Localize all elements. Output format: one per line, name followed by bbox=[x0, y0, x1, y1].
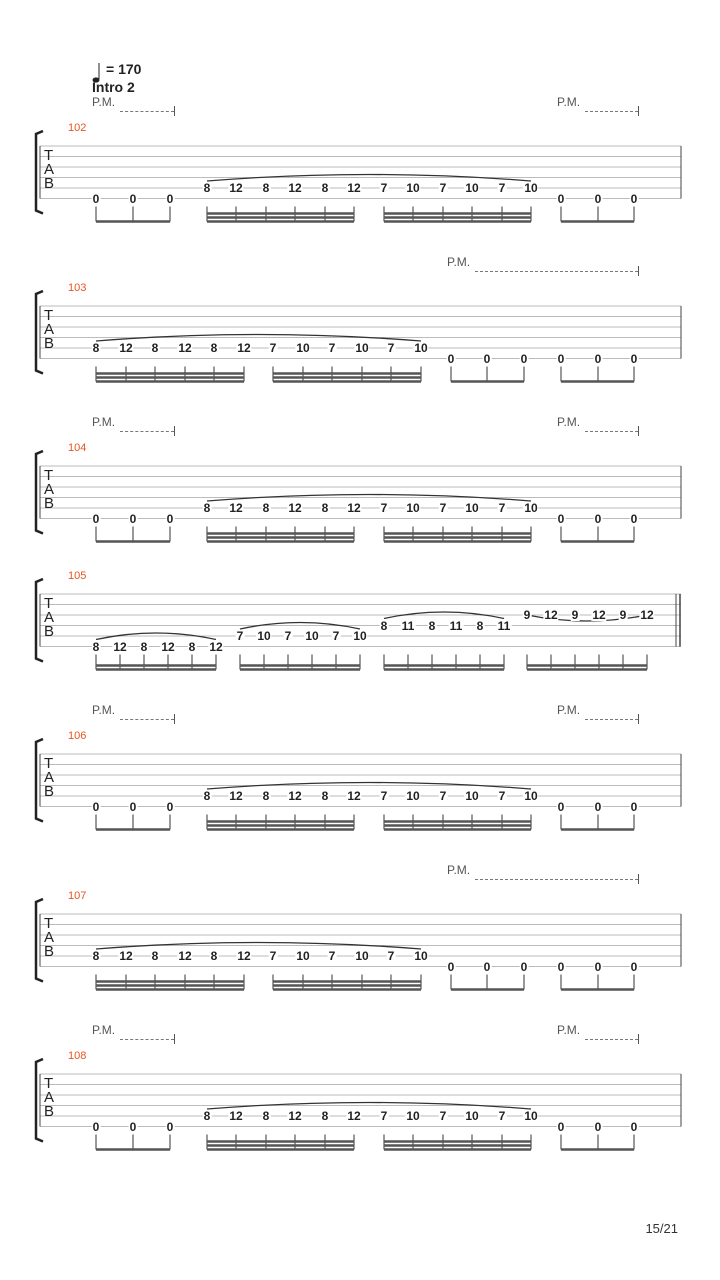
tab-clef-letter: T bbox=[44, 147, 54, 164]
fret-number: 7 bbox=[269, 341, 277, 355]
fret-number: 10 bbox=[353, 629, 367, 643]
fret-number: 12 bbox=[347, 181, 361, 195]
fret-number: 0 bbox=[92, 1119, 100, 1134]
fret-number: 12 bbox=[640, 608, 654, 622]
tab-clef-letter: A bbox=[44, 481, 55, 498]
fret-number: 0 bbox=[594, 191, 602, 206]
fret-number: 8 bbox=[203, 181, 211, 195]
fret-number: 10 bbox=[406, 1109, 420, 1123]
fret-number: 0 bbox=[594, 1119, 602, 1134]
fret-number: 8 bbox=[92, 949, 100, 963]
fret-number: 12 bbox=[229, 789, 243, 803]
measure-number: 105 bbox=[68, 570, 87, 582]
fret-number: 10 bbox=[257, 629, 271, 643]
fret-number: 12 bbox=[288, 501, 302, 515]
fret-number: 8 bbox=[321, 181, 329, 195]
tab-clef-letter: T bbox=[44, 595, 54, 612]
measure-number: 104 bbox=[68, 442, 87, 454]
tab-clef-letter: A bbox=[44, 929, 55, 946]
fret-number: 10 bbox=[524, 181, 538, 195]
fret-number: 12 bbox=[288, 789, 302, 803]
fret-number: 12 bbox=[229, 1109, 243, 1123]
palm-mute-label: P.M. bbox=[557, 415, 581, 429]
fret-number: 0 bbox=[92, 191, 100, 206]
fret-number: 10 bbox=[406, 181, 420, 195]
fret-number: 0 bbox=[520, 351, 528, 366]
fret-number: 8 bbox=[262, 1109, 270, 1123]
fret-number: 10 bbox=[355, 341, 369, 355]
tab-clef-letter: A bbox=[44, 161, 55, 178]
fret-number: 12 bbox=[229, 501, 243, 515]
fret-number: 0 bbox=[594, 959, 602, 974]
fret-number: 10 bbox=[524, 789, 538, 803]
fret-number: 0 bbox=[557, 191, 565, 206]
tab-clef-letter: B bbox=[44, 623, 55, 640]
fret-number: 10 bbox=[524, 1109, 538, 1123]
tab-clef-letter: B bbox=[44, 175, 55, 192]
palm-mute-label: P.M. bbox=[92, 1023, 116, 1037]
fret-number: 10 bbox=[296, 341, 310, 355]
fret-number: 0 bbox=[166, 1119, 174, 1134]
fret-number: 7 bbox=[328, 949, 336, 963]
tab-clef-letter: T bbox=[44, 755, 54, 772]
palm-mute-label: P.M. bbox=[92, 415, 116, 429]
fret-number: 10 bbox=[524, 501, 538, 515]
measure-number: 107 bbox=[68, 890, 87, 902]
fret-number: 10 bbox=[465, 1109, 479, 1123]
fret-number: 12 bbox=[347, 1109, 361, 1123]
tab-clef-letter: T bbox=[44, 915, 54, 932]
fret-number: 8 bbox=[210, 341, 218, 355]
fret-number: 0 bbox=[129, 1119, 137, 1134]
fret-number: 0 bbox=[630, 799, 638, 814]
fret-number: 7 bbox=[498, 789, 506, 803]
fret-number: 10 bbox=[296, 949, 310, 963]
fret-number: 0 bbox=[557, 1119, 565, 1134]
fret-number: 0 bbox=[483, 351, 491, 366]
fret-number: 11 bbox=[401, 618, 415, 633]
fret-number: 10 bbox=[355, 949, 369, 963]
tab-clef-letter: B bbox=[44, 783, 55, 800]
fret-number: 8 bbox=[210, 949, 218, 963]
fret-number: 8 bbox=[151, 341, 159, 355]
fret-number: 7 bbox=[380, 501, 388, 515]
fret-number: 11 bbox=[497, 618, 511, 633]
fret-number: 12 bbox=[178, 949, 192, 963]
measure-number: 108 bbox=[68, 1050, 87, 1062]
fret-number: 8 bbox=[262, 501, 270, 515]
fret-number: 8 bbox=[92, 341, 100, 355]
tab-clef-letter: T bbox=[44, 467, 54, 484]
fret-number: 0 bbox=[557, 959, 565, 974]
fret-number: 0 bbox=[447, 351, 455, 366]
palm-mute-label: P.M. bbox=[557, 95, 581, 109]
fret-number: 7 bbox=[284, 629, 292, 643]
tab-clef-letter: B bbox=[44, 1103, 55, 1120]
fret-number: 0 bbox=[166, 191, 174, 206]
fret-number: 8 bbox=[203, 1109, 211, 1123]
fret-number: 8 bbox=[92, 639, 100, 654]
fret-number: 8 bbox=[428, 618, 436, 633]
fret-number: 12 bbox=[237, 949, 251, 963]
fret-number: 7 bbox=[387, 341, 395, 355]
fret-number: 12 bbox=[288, 1109, 302, 1123]
fret-number: 7 bbox=[380, 181, 388, 195]
fret-number: 9 bbox=[523, 608, 531, 622]
fret-number: 10 bbox=[305, 629, 319, 643]
fret-number: 8 bbox=[203, 501, 211, 515]
fret-number: 0 bbox=[166, 511, 174, 526]
palm-mute-label: P.M. bbox=[92, 95, 116, 109]
fret-number: 10 bbox=[465, 501, 479, 515]
fret-number: 7 bbox=[439, 501, 447, 515]
fret-number: 12 bbox=[237, 341, 251, 355]
fret-number: 8 bbox=[140, 639, 148, 654]
fret-number: 7 bbox=[332, 629, 340, 643]
fret-number: 10 bbox=[465, 181, 479, 195]
fret-number: 10 bbox=[414, 949, 428, 963]
fret-number: 8 bbox=[476, 618, 484, 633]
fret-number: 9 bbox=[571, 608, 579, 622]
fret-number: 7 bbox=[269, 949, 277, 963]
tab-clef-letter: T bbox=[44, 307, 54, 324]
fret-number: 0 bbox=[520, 959, 528, 974]
palm-mute-label: P.M. bbox=[92, 703, 116, 717]
tab-clef-letter: B bbox=[44, 335, 55, 352]
palm-mute-label: P.M. bbox=[557, 703, 581, 717]
fret-number: 12 bbox=[178, 341, 192, 355]
measure-number: 106 bbox=[68, 730, 87, 742]
tempo-marking: = 170 bbox=[106, 61, 142, 77]
fret-number: 8 bbox=[151, 949, 159, 963]
fret-number: 9 bbox=[619, 608, 627, 622]
fret-number: 0 bbox=[557, 511, 565, 526]
fret-number: 7 bbox=[236, 629, 244, 643]
fret-number: 10 bbox=[465, 789, 479, 803]
fret-number: 0 bbox=[630, 191, 638, 206]
fret-number: 7 bbox=[380, 789, 388, 803]
fret-number: 7 bbox=[439, 789, 447, 803]
fret-number: 8 bbox=[262, 181, 270, 195]
fret-number: 0 bbox=[630, 511, 638, 526]
fret-number: 8 bbox=[188, 639, 196, 654]
tab-clef-letter: A bbox=[44, 321, 55, 338]
fret-number: 0 bbox=[166, 799, 174, 814]
fret-number: 8 bbox=[321, 1109, 329, 1123]
palm-mute-label: P.M. bbox=[557, 1023, 581, 1037]
fret-number: 12 bbox=[119, 341, 133, 355]
fret-number: 12 bbox=[347, 501, 361, 515]
fret-number: 7 bbox=[328, 341, 336, 355]
tab-clef-letter: A bbox=[44, 609, 55, 626]
measure-number: 103 bbox=[68, 282, 87, 294]
fret-number: 0 bbox=[92, 799, 100, 814]
fret-number: 12 bbox=[161, 639, 175, 654]
fret-number: 0 bbox=[92, 511, 100, 526]
fret-number: 12 bbox=[592, 608, 606, 622]
section-title: Intro 2 bbox=[92, 79, 135, 95]
fret-number: 0 bbox=[447, 959, 455, 974]
fret-number: 10 bbox=[406, 501, 420, 515]
fret-number: 0 bbox=[483, 959, 491, 974]
fret-number: 12 bbox=[288, 181, 302, 195]
fret-number: 0 bbox=[557, 351, 565, 366]
page-number: 15/21 bbox=[645, 1221, 678, 1236]
fret-number: 12 bbox=[113, 639, 127, 654]
fret-number: 0 bbox=[594, 351, 602, 366]
palm-mute-label: P.M. bbox=[447, 863, 471, 877]
fret-number: 12 bbox=[544, 608, 558, 622]
fret-number: 12 bbox=[347, 789, 361, 803]
tab-clef-letter: B bbox=[44, 943, 55, 960]
fret-number: 0 bbox=[129, 511, 137, 526]
fret-number: 7 bbox=[498, 181, 506, 195]
fret-number: 7 bbox=[498, 1109, 506, 1123]
fret-number: 7 bbox=[498, 501, 506, 515]
fret-number: 7 bbox=[439, 1109, 447, 1123]
tab-clef-letter: A bbox=[44, 1089, 55, 1106]
fret-number: 7 bbox=[380, 1109, 388, 1123]
fret-number: 0 bbox=[630, 1119, 638, 1134]
fret-number: 0 bbox=[594, 511, 602, 526]
fret-number: 10 bbox=[406, 789, 420, 803]
fret-number: 0 bbox=[129, 191, 137, 206]
tab-clef-letter: B bbox=[44, 495, 55, 512]
fret-number: 10 bbox=[414, 341, 428, 355]
fret-number: 7 bbox=[439, 181, 447, 195]
fret-number: 0 bbox=[630, 351, 638, 366]
fret-number: 11 bbox=[449, 618, 463, 633]
palm-mute-label: P.M. bbox=[447, 255, 471, 269]
fret-number: 8 bbox=[380, 618, 388, 633]
tab-clef-letter: A bbox=[44, 769, 55, 786]
fret-number: 12 bbox=[119, 949, 133, 963]
fret-number: 8 bbox=[262, 789, 270, 803]
fret-number: 7 bbox=[387, 949, 395, 963]
fret-number: 8 bbox=[203, 789, 211, 803]
fret-number: 0 bbox=[129, 799, 137, 814]
fret-number: 8 bbox=[321, 789, 329, 803]
fret-number: 0 bbox=[557, 799, 565, 814]
fret-number: 0 bbox=[594, 799, 602, 814]
fret-number: 12 bbox=[209, 639, 223, 654]
fret-number: 12 bbox=[229, 181, 243, 195]
fret-number: 0 bbox=[630, 959, 638, 974]
measure-number: 102 bbox=[68, 122, 87, 134]
tab-clef-letter: T bbox=[44, 1075, 54, 1092]
fret-number: 8 bbox=[321, 501, 329, 515]
